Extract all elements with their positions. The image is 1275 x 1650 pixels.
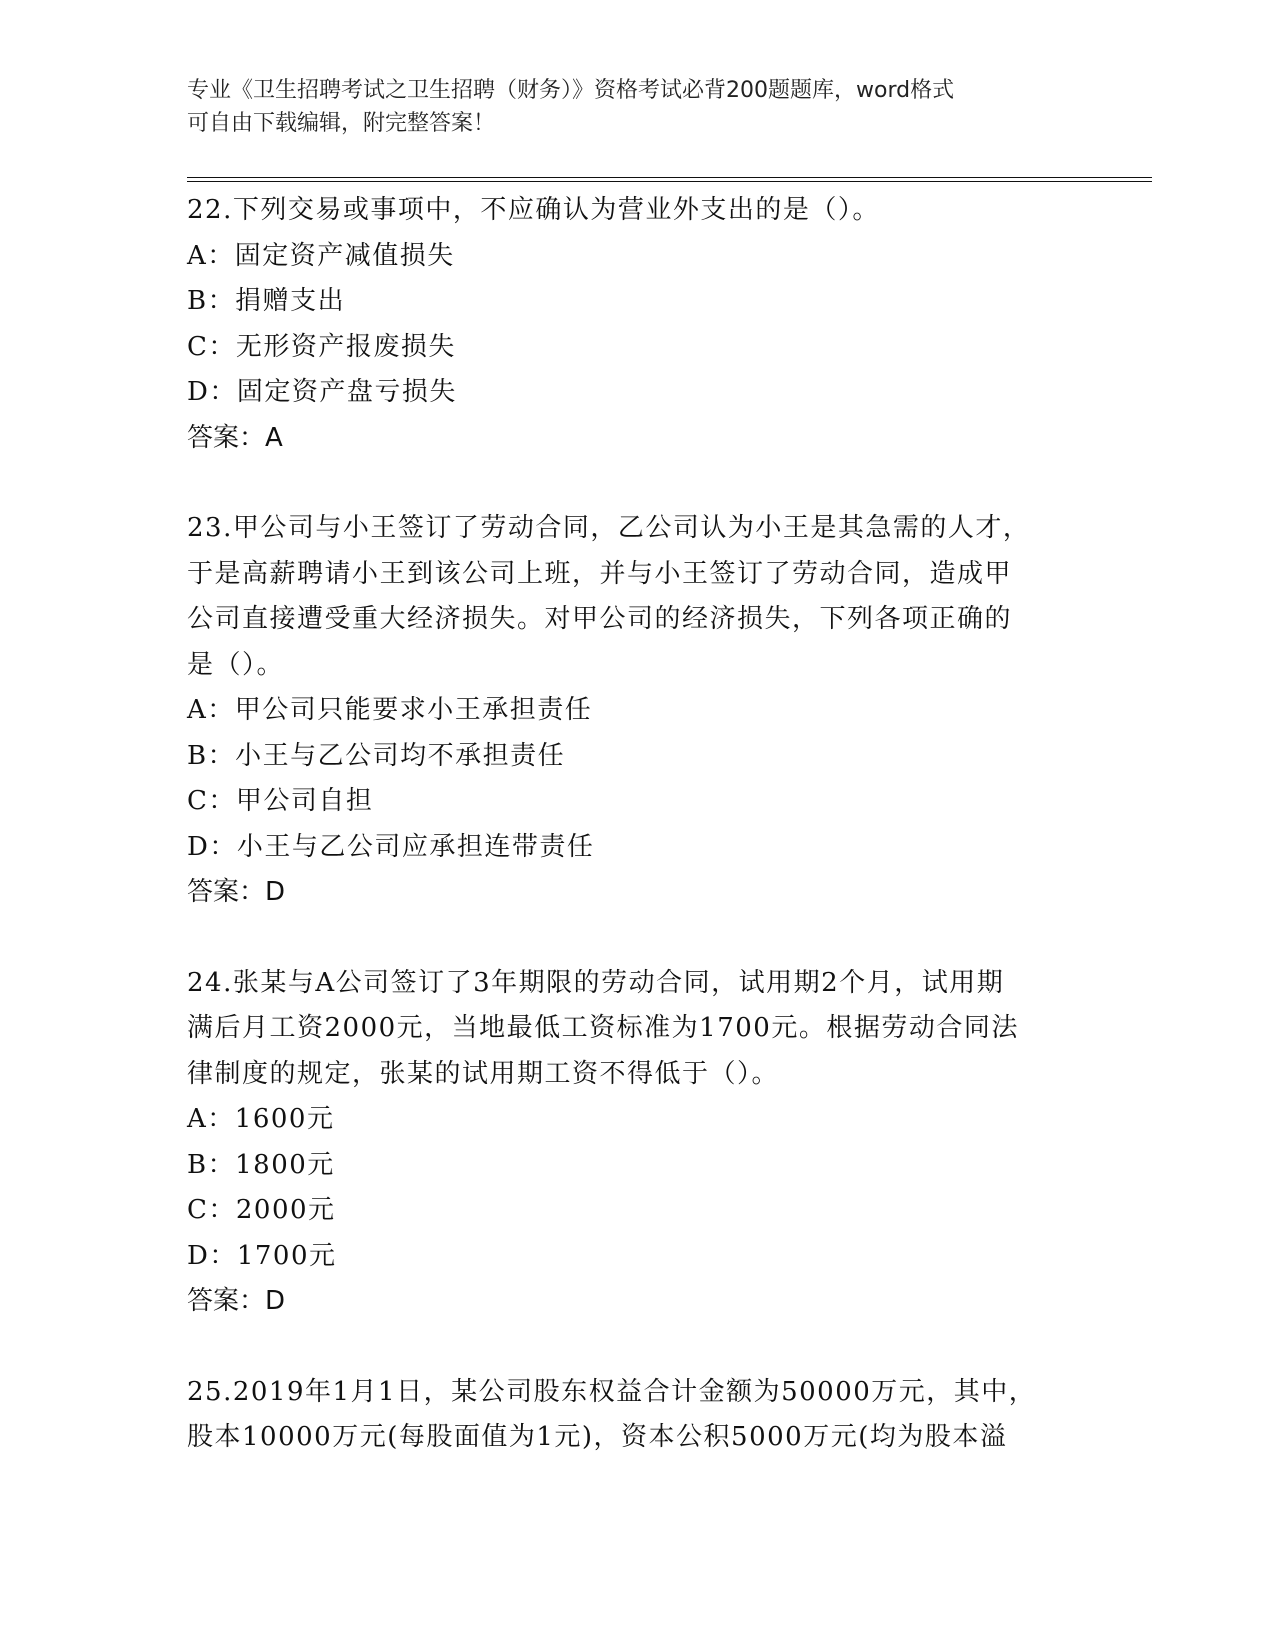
question-stem-line: 股本10000万元(每股面值为1元)，资本公积5000万元(均为股本溢	[187, 1422, 1008, 1452]
option-a: A：固定资产减值损失	[187, 240, 455, 271]
answer-line: 答案：A	[187, 422, 283, 453]
question-stem-line: 满后月工资2000元，当地最低工资标准为1700元。根据劳动合同法	[187, 1013, 1019, 1043]
question-22	[187, 188, 1077, 461]
option-c: C：2000元	[187, 1195, 336, 1225]
header-line-2: 可自由下载编辑，附完整答案！	[187, 111, 496, 136]
question-stem-line: 律制度的规定，张某的试用期工资不得低于（）。	[187, 1058, 780, 1089]
question-23	[187, 506, 1077, 916]
option-b: B：捐赠支出	[187, 286, 346, 316]
header-line-1: 专业《卫生招聘考试之卫生招聘（财务）》资格考试必背200题题库，word格式	[187, 78, 955, 103]
question-stem-line: 25.2019年1月1日，某公司股东权益合计金额为50000万元，其中，	[187, 1376, 1037, 1407]
header-divider-bottom	[187, 181, 1152, 182]
option-b: B：1800元	[187, 1149, 335, 1180]
option-c: C：无形资产报废损失	[187, 331, 456, 362]
question-stem-line: 24.张某与A公司签订了3年期限的劳动合同，试用期2个月，试用期	[187, 967, 1005, 998]
option-d: D：固定资产盘亏损失	[187, 377, 457, 407]
answer-line: 答案：D	[187, 1286, 286, 1316]
question-stem-line: 22.下列交易或事项中，不应确认为营业外支出的是（）。	[187, 195, 880, 225]
option-c: C：甲公司自担	[187, 786, 374, 816]
question-list	[187, 188, 1077, 1506]
document-header	[187, 74, 1067, 140]
option-d: D：1700元	[187, 1240, 337, 1271]
option-a: A：1600元	[187, 1104, 335, 1134]
question-stem-line: 23.甲公司与小王签订了劳动合同，乙公司认为小王是其急需的人才，	[187, 513, 1031, 543]
question-stem-line: 是（）。	[187, 649, 285, 680]
question-25	[187, 1370, 1077, 1461]
question-24	[187, 961, 1077, 1325]
question-stem-line: 公司直接遭受重大经济损失。对甲公司的经济损失，下列各项正确的	[187, 604, 1013, 634]
header-divider-top	[187, 177, 1152, 178]
option-d: D：小王与乙公司应承担连带责任	[187, 831, 595, 862]
option-b: B：小王与乙公司均不承担责任	[187, 740, 566, 771]
option-a: A：甲公司只能要求小王承担责任	[187, 695, 593, 725]
answer-line: 答案：D	[187, 877, 286, 907]
question-stem-line: 于是高薪聘请小王到该公司上班，并与小王签订了劳动合同，造成甲	[187, 558, 1013, 589]
